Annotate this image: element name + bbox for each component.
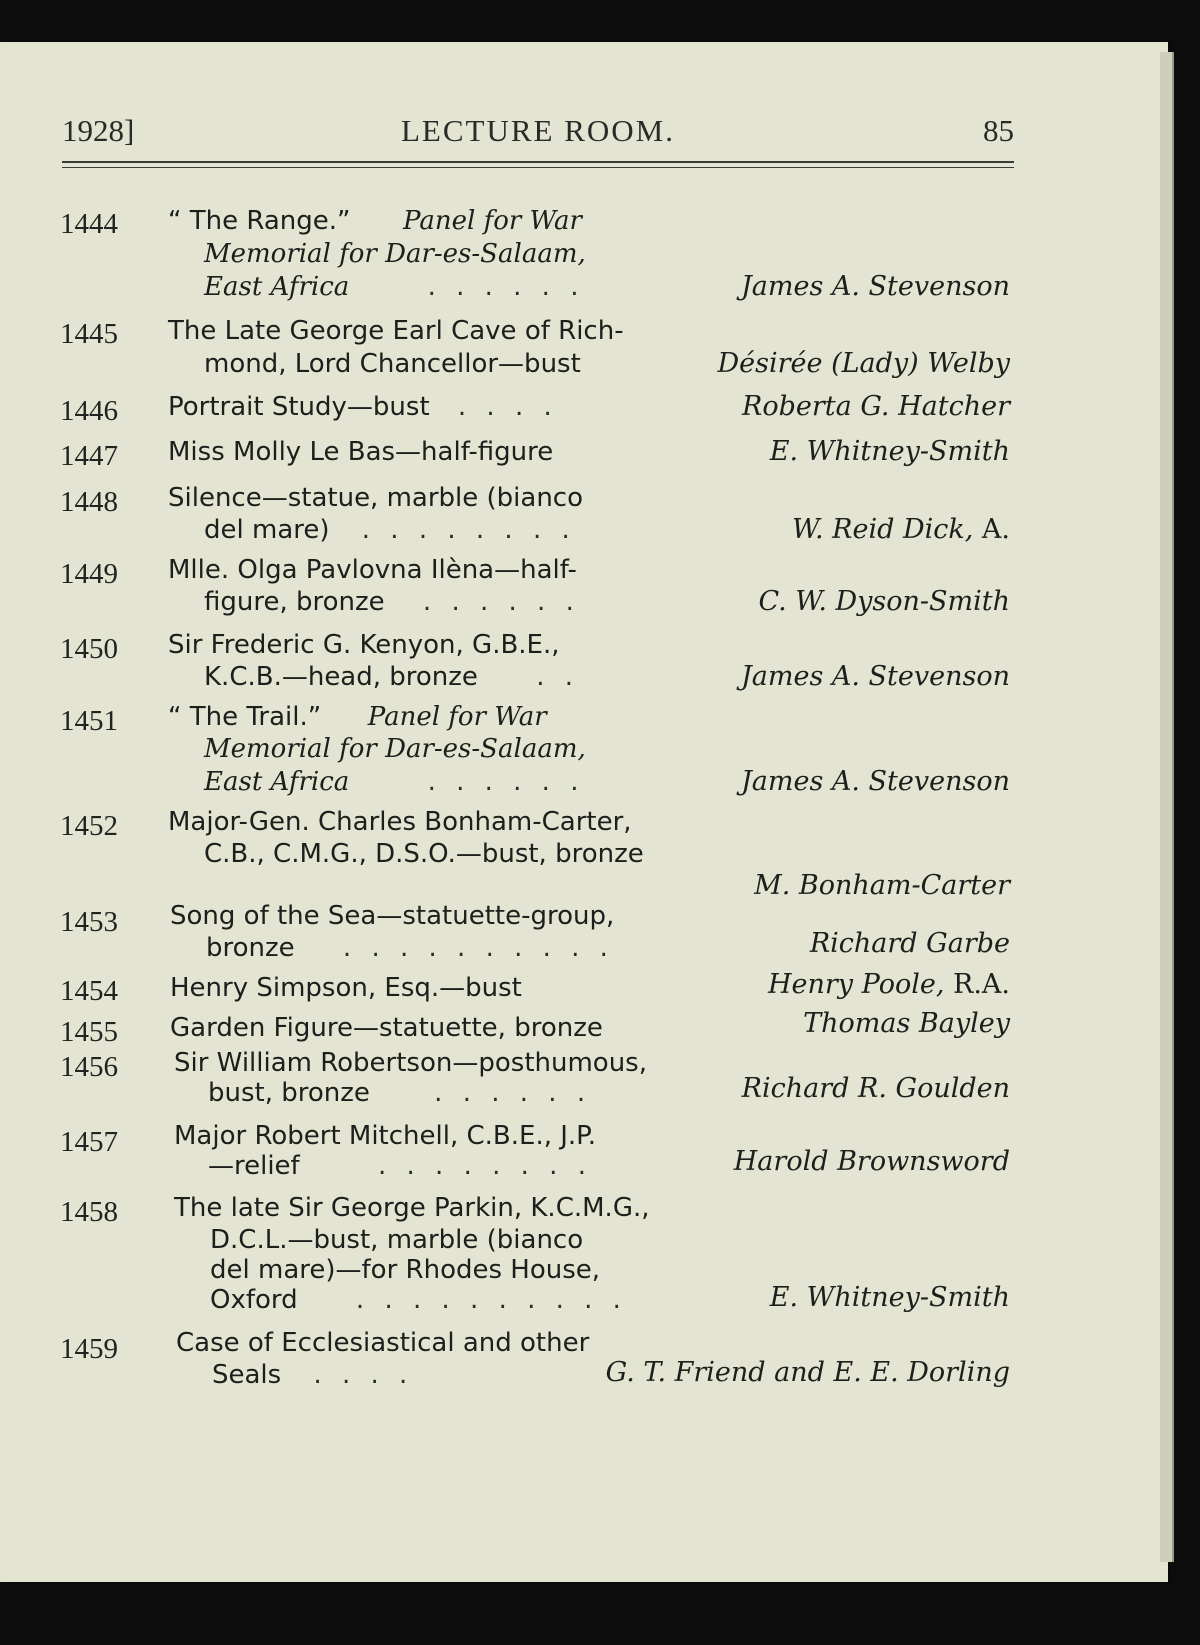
leader-dots: . . . .	[313, 1360, 414, 1390]
entry-title-line: mond, Lord Chancellor—bust	[204, 349, 581, 379]
entry-title-line: Miss Molly Le Bas—half-figure	[168, 437, 554, 467]
entry-title-line	[204, 661, 579, 693]
entry-number: 1446	[60, 395, 118, 427]
entry-title-line: Mlle. Olga Pavlovna Ilèna—half-	[168, 555, 577, 585]
running-header	[62, 113, 1014, 153]
entry-number: 1458	[60, 1196, 118, 1228]
entry-title: figure, bronze	[204, 587, 385, 617]
artist-name: James A. Stevenson	[740, 766, 1010, 797]
entry-number: 1451	[60, 705, 118, 737]
entry-title: Portrait Study—bust	[168, 392, 430, 422]
artist-name	[792, 514, 1010, 546]
entry-title: Seals	[212, 1360, 282, 1390]
artist-name: Richard Garbe	[809, 928, 1010, 959]
entry-number: 1447	[60, 440, 118, 472]
leader-dots: . . . . . .	[434, 1078, 592, 1108]
page-number: 85	[983, 113, 1014, 148]
artist-rank: A.	[981, 514, 1010, 545]
entry-title-line: Silence—statue, marble (bianco	[168, 483, 584, 513]
entry-title: “ The Trail.”	[168, 702, 322, 732]
artist-name: C. W. Dyson-Smith	[758, 586, 1010, 617]
entry-description: East Africa	[204, 767, 350, 797]
entry-number: 1449	[60, 558, 118, 590]
entry-title-line	[212, 1359, 413, 1391]
entry-title-line: The late Sir George Parkin, K.C.M.G.,	[174, 1193, 650, 1223]
entry-title-line	[206, 932, 614, 964]
entry-number: 1450	[60, 633, 118, 665]
entry-number: 1453	[60, 906, 118, 938]
artist-name: James A. Stevenson	[740, 661, 1010, 692]
entry-number: 1455	[60, 1016, 118, 1048]
leader-dots: . . . . . . . . . .	[355, 1285, 627, 1315]
artist-name: M. Bonham-Carter	[754, 870, 1010, 901]
entry-number: 1454	[60, 975, 118, 1007]
artist-name: Roberta G. Hatcher	[742, 391, 1010, 422]
artist-rank: R.A.	[953, 969, 1010, 1000]
entry-title-line	[168, 701, 547, 733]
entry-description-line: Memorial for Dar-es-Salaam,	[204, 734, 586, 764]
entry-title: K.C.B.—head, bronze	[204, 662, 478, 692]
artist-name: G. T. Friend and E. E. Dorling	[605, 1357, 1010, 1388]
leader-dots: . . . .	[457, 392, 558, 422]
leader-dots: . . . . . .	[422, 587, 580, 617]
entry-title-line: Case of Ecclesiastical and other	[176, 1328, 590, 1358]
entry-title-line: The Late George Earl Cave of Rich-	[168, 316, 624, 346]
entry-title: —relief	[208, 1151, 300, 1181]
entry-number: 1445	[60, 318, 118, 350]
leader-dots: . . . . . . . .	[361, 515, 576, 545]
entry-title: del mare)	[204, 515, 330, 545]
entry-title-line: Sir Frederic G. Kenyon, G.B.E.,	[168, 630, 560, 660]
entry-title: bust, bronze	[208, 1078, 370, 1108]
entry-number: 1456	[60, 1051, 118, 1083]
entry-title-line	[168, 391, 558, 423]
entry-title: bronze	[206, 933, 295, 963]
artist-name-text: W. Reid Dick,	[791, 514, 974, 545]
leader-dots: . .	[536, 662, 579, 692]
leader-dots: . . . . . .	[427, 767, 585, 797]
entry-title-line	[168, 205, 582, 237]
entry-title-line: Garden Figure—statuette, bronze	[170, 1013, 603, 1043]
artist-name: Harold Brownsword	[733, 1146, 1010, 1177]
entry-title: “ The Range.”	[168, 206, 351, 236]
entry-title-line	[210, 1284, 627, 1316]
entry-description-line	[204, 271, 584, 303]
entry-description-line: Memorial for Dar-es-Salaam,	[204, 239, 586, 269]
entry-number: 1459	[60, 1333, 118, 1365]
artist-name: E. Whitney-Smith	[769, 436, 1010, 467]
entry-title-line: Sir William Robertson—posthumous,	[174, 1048, 647, 1078]
entry-number: 1444	[60, 208, 118, 240]
leader-dots: . . . . . . . . . .	[342, 933, 614, 963]
entry-title-line: C.B., C.M.G., D.S.O.—bust, bronze	[204, 839, 644, 869]
header-title: LECTURE ROOM.	[401, 113, 675, 148]
leader-dots: . . . . . .	[427, 272, 585, 302]
entry-description-line	[204, 766, 584, 798]
artist-name: Thomas Bayley	[803, 1008, 1010, 1039]
entry-title-line: Song of the Sea—statuette-group,	[170, 901, 615, 931]
artist-name: E. Whitney-Smith	[769, 1282, 1010, 1313]
header-rule-thin	[62, 167, 1014, 168]
entry-title-line	[208, 1150, 592, 1182]
entry-title-line	[204, 586, 580, 618]
page-edge	[1160, 52, 1174, 1562]
artist-name: James A. Stevenson	[740, 271, 1010, 302]
entry-description: Panel for War	[367, 702, 547, 732]
entry-title-line	[208, 1077, 591, 1109]
entry-title-line: Major-Gen. Charles Bonham-Carter,	[168, 807, 632, 837]
entry-description: East Africa	[204, 272, 350, 302]
artist-name: Désirée (Lady) Welby	[717, 348, 1010, 379]
entry-title-line: D.C.L.—bust, marble (bianco	[210, 1225, 584, 1255]
leader-dots: . . . . . . . .	[377, 1151, 592, 1181]
entry-description: Panel for War	[403, 206, 582, 236]
entry-title-line: Major Robert Mitchell, C.B.E., J.P.	[174, 1121, 597, 1151]
artist-name	[768, 969, 1010, 1001]
header-rule	[62, 161, 1014, 163]
entry-title-line: Henry Simpson, Esq.—bust	[170, 973, 522, 1003]
entry-number: 1457	[60, 1126, 118, 1158]
entry-title: Oxford	[210, 1285, 298, 1315]
artist-name-text: Henry Poole,	[767, 969, 945, 1000]
entry-number: 1452	[60, 810, 118, 842]
entry-title-line	[204, 514, 576, 546]
entry-title-line: del mare)—for Rhodes House,	[210, 1255, 601, 1285]
artist-name: Richard R. Goulden	[741, 1073, 1010, 1104]
header-year: 1928]	[62, 113, 135, 148]
entry-number: 1448	[60, 486, 118, 518]
